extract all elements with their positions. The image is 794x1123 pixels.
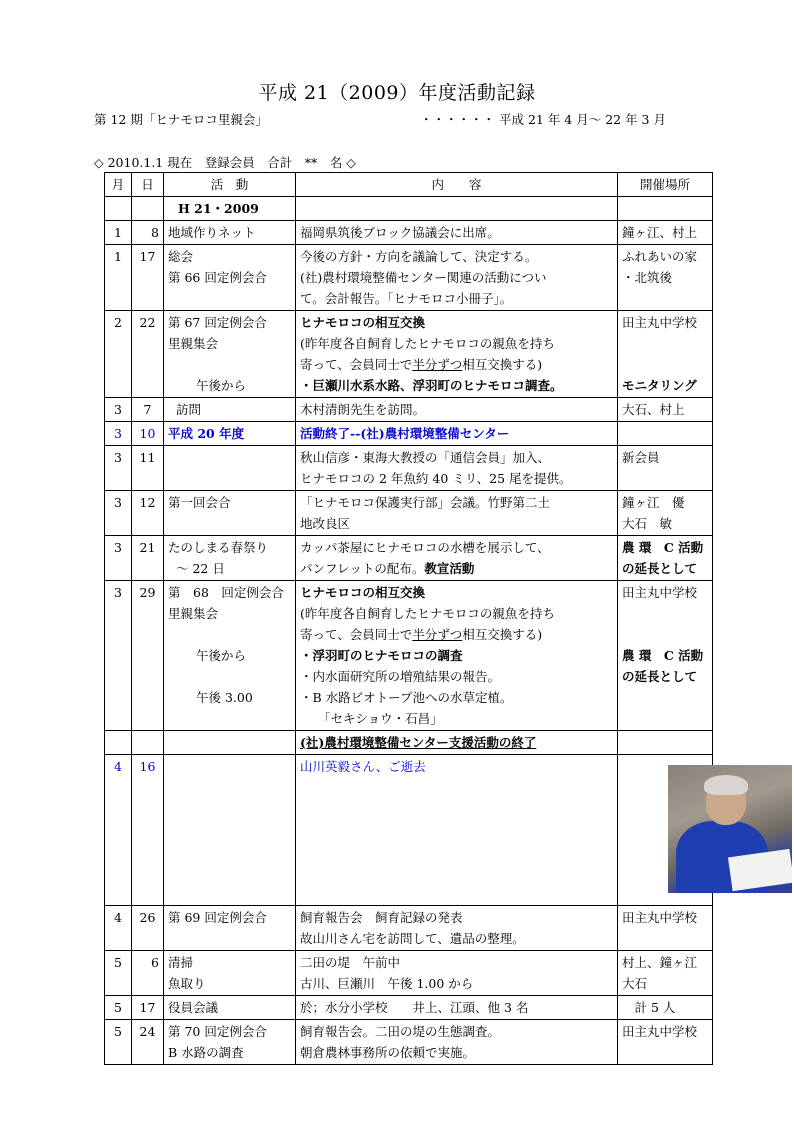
- activity-line: 〜 22 日: [176, 561, 225, 576]
- day-cell: 10: [132, 422, 164, 446]
- day-cell: 6: [132, 951, 164, 996]
- content-cell: [296, 581, 618, 731]
- content-line: 朝倉農林事務所の依頼で実施。: [300, 1045, 476, 1060]
- content-line: パンフレットの配布。教宣活動: [300, 561, 475, 576]
- day-cell: 17: [132, 245, 164, 311]
- content-line: 木村清朗先生を訪問。: [300, 402, 426, 417]
- place-cell: [618, 221, 713, 245]
- activity-line: 第 67 回定例会合: [168, 315, 267, 330]
- table-row: [105, 906, 713, 951]
- place-cell: [618, 996, 713, 1020]
- content-line: 二田の堤 午前中: [300, 955, 401, 970]
- activity-line: 午後 3.00: [196, 690, 253, 705]
- table-row: [105, 1020, 713, 1065]
- table-row: [105, 731, 713, 755]
- table-row: [105, 491, 713, 536]
- activity-cell: [164, 755, 296, 906]
- content-line: 飼育報告会。二田の堤の生態調査。: [300, 1024, 501, 1039]
- header-month: 月: [105, 173, 132, 197]
- activity-line: 第一回会合: [168, 495, 231, 510]
- day-cell: 12: [132, 491, 164, 536]
- activity-line: 午後から: [196, 378, 247, 393]
- content-line: 飼育報告会 飼育記録の発表: [300, 910, 463, 925]
- place-line: の延長として: [622, 561, 698, 576]
- place-line: ・北筑後: [622, 270, 673, 285]
- activity-cell: [164, 197, 296, 221]
- month-cell: 4: [105, 906, 132, 951]
- content-line: 山川英毅さん、ご逝去: [300, 759, 426, 774]
- place-cell: [618, 197, 713, 221]
- place-line: 農 環 C 活動: [622, 540, 704, 555]
- activity-cell: [164, 245, 296, 311]
- activity-line: 訪問: [176, 402, 202, 417]
- place-cell: [618, 422, 713, 446]
- month-cell: 1: [105, 221, 132, 245]
- content-line: ・B 水路ビオトープ池への水草定植。: [300, 690, 513, 705]
- place-line: [622, 624, 708, 645]
- content-line: ・浮羽町のヒナモロコの調査: [300, 648, 463, 663]
- activity-cell: [164, 731, 296, 755]
- activity-line: 清掃: [168, 955, 194, 970]
- content-line: (昨年度各自飼育したヒナモロコの親魚を持ち: [300, 336, 555, 351]
- activity-line: 里親集会: [168, 336, 219, 351]
- place-cell: [618, 581, 713, 731]
- content-cell: [296, 951, 618, 996]
- place-line: [622, 603, 708, 624]
- content-cell: [296, 245, 618, 311]
- content-cell: [296, 536, 618, 581]
- activity-cell: [164, 536, 296, 581]
- table-row: [105, 581, 713, 731]
- day-cell: [132, 197, 164, 221]
- member-registry: ◇ 2010.1.1 現在 登録会員 合計 ** 名 ◇: [94, 155, 356, 170]
- activity-line: 午後から: [196, 648, 247, 663]
- content-line: て。会計報告。「ヒナモロコ小冊子」。: [300, 291, 513, 306]
- day-cell: 8: [132, 221, 164, 245]
- content-cell: [296, 755, 618, 906]
- day-cell: 17: [132, 996, 164, 1020]
- day-cell: 21: [132, 536, 164, 581]
- activity-line: 役員会議: [168, 1000, 219, 1015]
- activity-line: 第 66 回定例会合: [168, 270, 267, 285]
- content-line: 寄って、会員同士で半分ずつ相互交換する): [300, 357, 543, 372]
- content-cell: [296, 1020, 618, 1065]
- content-line: 福岡県筑後ブロック協議会に出席。: [300, 225, 500, 240]
- place-line: 農 環 C 活動: [622, 648, 704, 663]
- table-row: [105, 221, 713, 245]
- place-line: 田主丸中学校: [622, 1024, 698, 1039]
- content-line: 古川、巨瀬川 午後 1.00 から: [300, 976, 474, 991]
- table-row: [105, 755, 713, 906]
- place-line: 鐘ヶ江、村上: [622, 225, 698, 240]
- month-cell: [105, 731, 132, 755]
- content-line: ヒナモロコの 2 年魚約 40 ミリ、25 尾を提供。: [300, 471, 572, 486]
- activity-cell: [164, 906, 296, 951]
- activity-line: 地域作りネット: [168, 225, 256, 240]
- month-cell: 5: [105, 1020, 132, 1065]
- activity-cell: [164, 581, 296, 731]
- activity-line: 第 68 回定例会合: [168, 585, 284, 600]
- header-place: 開催場所: [618, 173, 713, 197]
- place-line: 大石 敏: [622, 516, 673, 531]
- place-cell: [618, 906, 713, 951]
- place-cell: [618, 446, 713, 491]
- month-cell: 3: [105, 422, 132, 446]
- content-cell: [296, 398, 618, 422]
- day-cell: 24: [132, 1020, 164, 1065]
- place-cell: [618, 491, 713, 536]
- content-line: 故山川さん宅を訪問して、遺品の整理。: [300, 931, 525, 946]
- content-line: カッパ茶屋にヒナモロコの水槽を展示して、: [300, 540, 550, 555]
- place-line: 新会員: [622, 450, 660, 465]
- table-header-row: [105, 173, 713, 197]
- content-line: 地改良区: [300, 516, 351, 531]
- place-line: [622, 333, 708, 354]
- content-line: ・巨瀬川水系水路、浮羽町のヒナモロコ調査。: [300, 378, 563, 393]
- place-cell: [618, 951, 713, 996]
- activity-line: たのしまる春祭り: [168, 540, 269, 555]
- activity-cell: [164, 311, 296, 398]
- table-row: [105, 951, 713, 996]
- table-row: [105, 197, 713, 221]
- content-cell: [296, 996, 618, 1020]
- activity-line: 第 69 回定例会合: [168, 910, 267, 925]
- month-cell: 5: [105, 996, 132, 1020]
- place-line: [622, 354, 708, 375]
- content-line: ヒナモロコの相互交換: [300, 585, 426, 600]
- place-line: モニタリング: [622, 378, 697, 393]
- activity-line: 里親集会: [168, 606, 219, 621]
- place-line: 計 5 人: [622, 1000, 676, 1015]
- content-line: (社)農村環境整備センター支援活動の終了: [300, 735, 537, 750]
- content-cell: [296, 221, 618, 245]
- month-cell: [105, 197, 132, 221]
- activity-cell: [164, 491, 296, 536]
- month-cell: 2: [105, 311, 132, 398]
- activity-cell: [164, 446, 296, 491]
- activity-line: 総会: [168, 249, 194, 264]
- place-line: 大石、村上: [622, 402, 685, 417]
- place-cell: [618, 1020, 713, 1065]
- activity-line: [168, 624, 291, 645]
- activity-cell: [164, 221, 296, 245]
- content-line: ヒナモロコの相互交換: [300, 315, 426, 330]
- day-cell: [132, 731, 164, 755]
- content-cell: [296, 906, 618, 951]
- page-title: 平成 21（2009）年度活動記録: [258, 82, 536, 104]
- place-line: ふれあいの家: [622, 249, 698, 264]
- place-line: 村上、鐘ヶ江: [622, 955, 698, 970]
- content-line: 「セキショウ・石昌」: [318, 711, 443, 726]
- table-row: [105, 245, 713, 311]
- month-cell: 1: [105, 245, 132, 311]
- content-line: 活動終了--(社)農村環境整備センター: [300, 426, 510, 441]
- day-cell: 29: [132, 581, 164, 731]
- month-cell: 5: [105, 951, 132, 996]
- activity-line: [168, 354, 291, 375]
- activity-cell: [164, 996, 296, 1020]
- place-cell: [618, 536, 713, 581]
- place-line: 田主丸中学校: [622, 585, 698, 600]
- content-cell: [296, 197, 618, 221]
- activity-table: [104, 172, 713, 1065]
- content-cell: [296, 731, 618, 755]
- activity-cell: [164, 422, 296, 446]
- activity-line: 魚取り: [168, 976, 206, 991]
- period-label: 第 12 期「ヒナモロコ里親会」: [94, 112, 268, 127]
- period-header: [94, 110, 694, 128]
- table-row: [105, 536, 713, 581]
- content-line: 秋山信彦・東海大教授の「通信会員」加入、: [300, 450, 551, 465]
- period-range: ・・・・・・ 平成 21 年 4 月〜 22 年 3 月: [420, 112, 666, 127]
- content-line: (昨年度各自飼育したヒナモロコの親魚を持ち: [300, 606, 555, 621]
- day-cell: 11: [132, 446, 164, 491]
- activity-line: B 水路の調査: [168, 1045, 244, 1060]
- day-cell: 16: [132, 755, 164, 906]
- header-day: 日: [132, 173, 164, 197]
- table-row: [105, 446, 713, 491]
- table-row: [105, 422, 713, 446]
- content-cell: [296, 446, 618, 491]
- activity-line: [168, 666, 291, 687]
- content-cell: [296, 311, 618, 398]
- header-activity: 活 動: [164, 173, 296, 197]
- day-cell: 26: [132, 906, 164, 951]
- place-line: 大石: [622, 976, 648, 991]
- month-cell: 3: [105, 398, 132, 422]
- table-row: [105, 398, 713, 422]
- place-cell: [618, 245, 713, 311]
- day-cell: 22: [132, 311, 164, 398]
- memorial-photo: [668, 765, 792, 893]
- day-cell: 7: [132, 398, 164, 422]
- place-cell: [618, 311, 713, 398]
- place-cell: [618, 398, 713, 422]
- activity-cell: [164, 951, 296, 996]
- content-cell: [296, 422, 618, 446]
- place-line: 田主丸中学校: [622, 315, 698, 330]
- activity-cell: [164, 1020, 296, 1065]
- activity-line: H 21・2009: [178, 201, 259, 216]
- activity-line: 平成 20 年度: [168, 426, 245, 441]
- table-row: [105, 311, 713, 398]
- month-cell: 3: [105, 446, 132, 491]
- content-line: 寄って、会員同士で半分ずつ相互交換する): [300, 627, 543, 642]
- content-line: 於；水分小学校 井上、江頭、他 3 名: [300, 1000, 529, 1015]
- content-cell: [296, 491, 618, 536]
- content-line: 「ヒナモロコ保護実行部」会議。竹野第二土: [300, 495, 551, 510]
- month-cell: 3: [105, 581, 132, 731]
- month-cell: 3: [105, 536, 132, 581]
- content-line: ・内水面研究所の増殖結果の報告。: [300, 669, 501, 684]
- month-cell: 3: [105, 491, 132, 536]
- place-cell: [618, 731, 713, 755]
- content-line: 今後の方針・方向を議論して、決定する。: [300, 249, 538, 264]
- table-row: [105, 996, 713, 1020]
- activity-cell: [164, 398, 296, 422]
- content-line: (社)農村環境整備センター関連の活動につい: [300, 270, 547, 285]
- place-line: 鐘ヶ江 優: [622, 495, 685, 510]
- activity-line: 第 70 回定例会合: [168, 1024, 267, 1039]
- place-line: 田主丸中学校: [622, 910, 698, 925]
- header-content: 内 容: [296, 173, 618, 197]
- activity-line: [168, 708, 291, 729]
- place-line: の延長として: [622, 669, 698, 684]
- month-cell: 4: [105, 755, 132, 906]
